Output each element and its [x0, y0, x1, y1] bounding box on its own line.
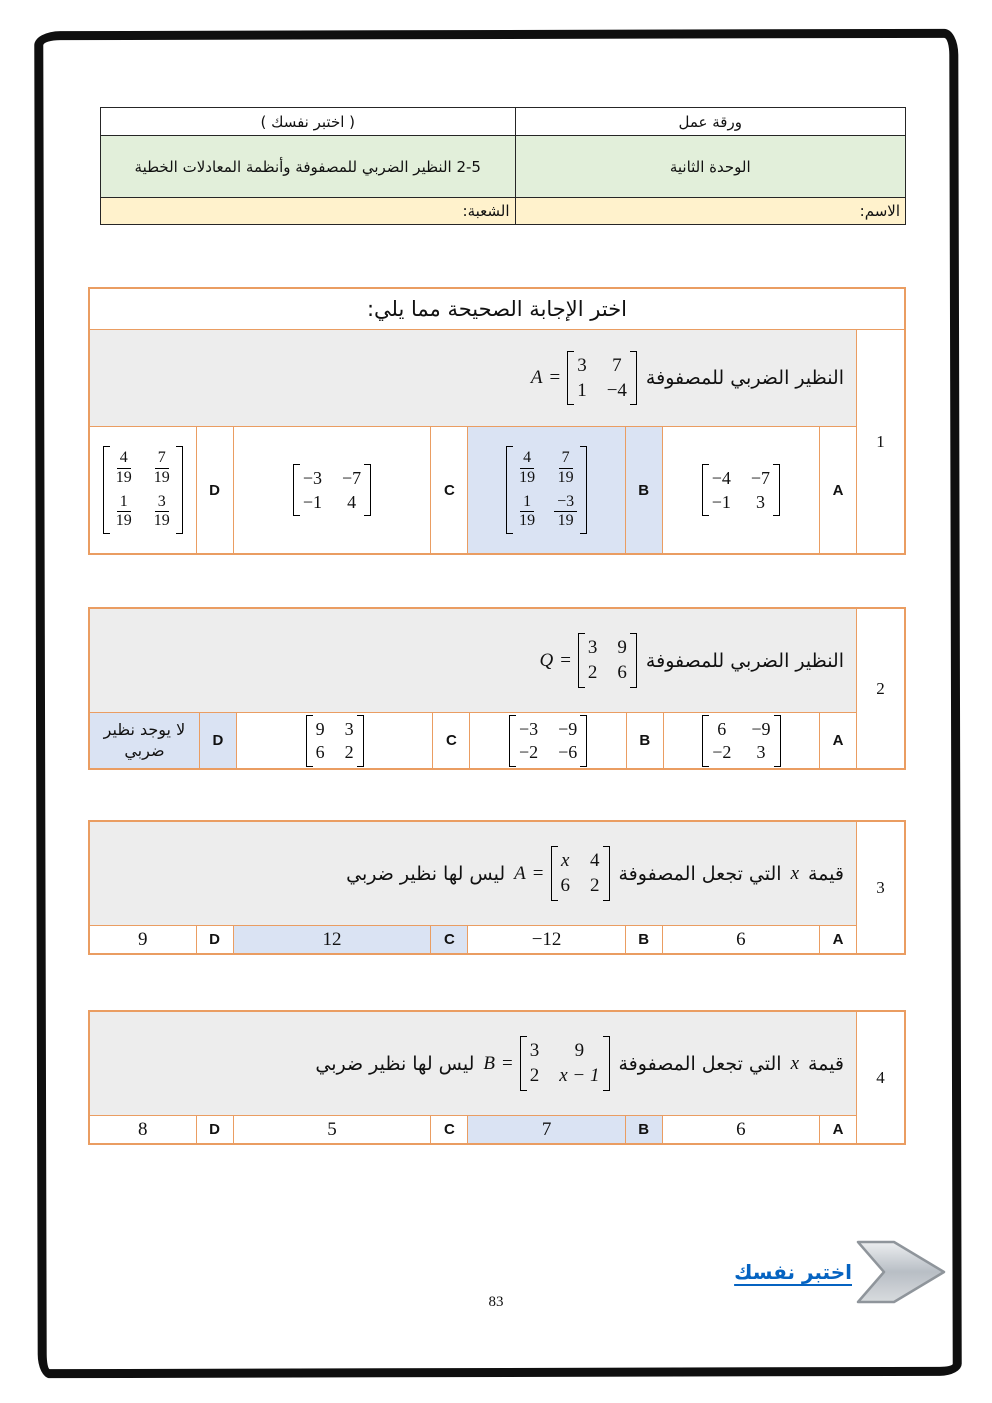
- instruction-text: اختر الإجابة الصحيحة مما يلي:: [366, 297, 628, 321]
- option-c-content: [236, 713, 433, 768]
- question-3-main: [90, 822, 904, 953]
- matrix: 3 9 2 6: [578, 633, 637, 688]
- option-d-label: D: [196, 1116, 233, 1143]
- equals-sign: =: [549, 367, 561, 388]
- lesson-title: 2-5 النظير الضربي للمصفوفة وأنظمة المعادلات الخطية: [101, 136, 516, 198]
- option-a-label: A: [819, 1116, 856, 1143]
- matrix: −3 −9 −2 −6: [509, 715, 587, 767]
- matrix: $\frac{4}{19}$ $\frac{7}{19}$ $\frac{1}{19}$ $\frac{3}{19}$: [103, 446, 183, 534]
- option-d-content: 8: [138, 1118, 148, 1140]
- question-2-main: [90, 609, 904, 768]
- option-b-content: −12: [467, 926, 624, 953]
- test-yourself-link[interactable]: اختبر نفسك: [734, 1260, 852, 1284]
- matrix: 3 7 1 −4: [567, 351, 637, 406]
- question-3-number: 3: [856, 822, 904, 953]
- question-2-number: 2: [856, 609, 904, 768]
- option-a-content: [662, 427, 819, 553]
- option-a-label: A: [819, 427, 856, 553]
- option-c-label: C: [430, 926, 467, 953]
- option-c-content: [233, 427, 431, 553]
- option-b-label: B: [625, 427, 662, 553]
- option-d-content: لا يوجد نظير ضربي: [90, 713, 199, 768]
- worksheet-title: ورقة عمل: [515, 108, 906, 136]
- matrix: x 4 6 2: [551, 846, 610, 901]
- option-d-content: 9: [138, 928, 148, 950]
- matrix-formula: [514, 846, 609, 901]
- matrix: −4 −7 −1 3: [702, 464, 780, 516]
- prompt-variable: x: [790, 1052, 799, 1074]
- question-3-answers: [90, 926, 856, 953]
- question-2-prompt: [90, 609, 856, 713]
- question-block-1: [88, 287, 906, 555]
- option-c-content: 12: [233, 926, 431, 953]
- question-1-prompt: [90, 330, 856, 427]
- matrix-formula: [539, 633, 636, 688]
- prompt-text-start: قيمة: [808, 1052, 844, 1075]
- section-label: الشعبة:: [101, 198, 516, 225]
- option-d-content: [90, 427, 196, 553]
- instruction-row: [90, 289, 904, 330]
- matrix-variable: B: [483, 1052, 496, 1074]
- prompt-text-end: ليس لها نظير ضربي: [315, 1052, 475, 1075]
- question-block-3: [88, 820, 906, 955]
- question-3-prompt: [90, 822, 856, 926]
- option-a-label: A: [819, 713, 856, 768]
- matrix-formula: [483, 1036, 609, 1091]
- matrix-variable: A: [514, 862, 526, 884]
- option-d-label: D: [196, 427, 233, 553]
- matrix: 3 9 2 x − 1: [520, 1036, 610, 1091]
- question-1-answers: [90, 427, 856, 553]
- prompt-text: النظير الضربي للمصفوفة: [645, 649, 844, 672]
- option-b-content: 7: [467, 1116, 624, 1143]
- question-4-main: [90, 1012, 904, 1143]
- prompt-text-mid: التي تجعل المصفوفة: [618, 862, 782, 885]
- matrix-variable: Q: [539, 649, 554, 671]
- matrix: −3 −7 −1 4: [293, 464, 371, 516]
- question-1-number: 1: [856, 330, 904, 553]
- question-4-answers: [90, 1116, 856, 1143]
- option-b-label: B: [626, 713, 663, 768]
- question-1-main: [90, 330, 904, 553]
- option-d-label: D: [199, 713, 236, 768]
- test-yourself-header: ( اختبر نفسك ): [101, 108, 516, 136]
- option-b-content: [467, 427, 624, 553]
- matrix: $\frac{4}{19}$ $\frac{7}{19}$ $\frac{1}{19}$ $\frac{-3}{19}$: [506, 446, 587, 534]
- matrix: 6 −9 −2 3: [702, 715, 780, 767]
- option-b-label: B: [625, 1116, 662, 1143]
- option-a-content: 6: [662, 1116, 819, 1143]
- option-d-label: D: [196, 926, 233, 953]
- matrix: 9 3 6 2: [306, 715, 364, 767]
- option-b-label: B: [625, 926, 662, 953]
- prompt-variable: x: [790, 862, 799, 884]
- option-a-content: 6: [662, 926, 819, 953]
- question-block-4: [88, 1010, 906, 1145]
- option-a-label: A: [819, 926, 856, 953]
- name-label: الاسم:: [515, 198, 906, 225]
- prompt-text-start: قيمة: [808, 862, 844, 885]
- option-b-content: [469, 713, 625, 768]
- prompt-text-end: ليس لها نظير ضربي: [346, 862, 506, 885]
- header-table: [100, 107, 906, 225]
- equals-sign: =: [532, 862, 544, 884]
- question-2-answers: [90, 713, 856, 768]
- unit-title: الوحدة الثانية: [515, 136, 906, 198]
- prompt-text-mid: التي تجعل المصفوفة: [618, 1052, 782, 1075]
- option-c-content: 5: [233, 1116, 431, 1143]
- prompt-text: النظير الضربي للمصفوفة: [645, 367, 844, 389]
- option-a-content: [663, 713, 819, 768]
- equals-sign: =: [502, 1052, 513, 1074]
- question-4-prompt: [90, 1012, 856, 1116]
- matrix-variable: A: [530, 367, 543, 388]
- option-c-label: C: [430, 427, 467, 553]
- equals-sign: =: [560, 649, 571, 671]
- question-block-2: [88, 607, 906, 770]
- option-c-label: C: [430, 1116, 467, 1143]
- page-number: 83: [488, 1294, 504, 1310]
- question-4-number: 4: [856, 1012, 904, 1143]
- option-c-label: C: [432, 713, 469, 768]
- matrix-formula: [531, 351, 637, 406]
